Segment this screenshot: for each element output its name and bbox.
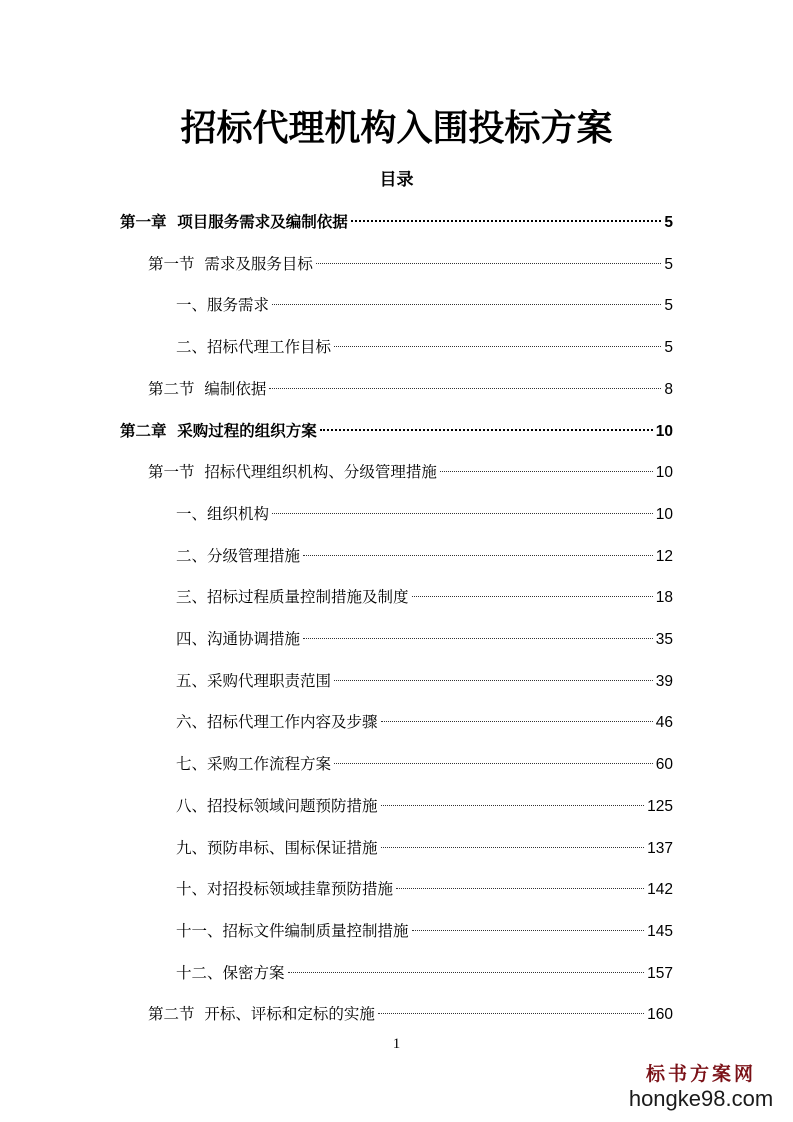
toc-entry-page: 39 (655, 672, 673, 690)
toc-entry[interactable] (176, 584, 673, 610)
toc-entry[interactable] (120, 418, 673, 444)
toc-entry[interactable] (176, 668, 673, 694)
watermark-name: 标书方案网 (645, 1063, 756, 1085)
toc-entry-title: 第二节 开标、评标和定标的实施 (148, 1005, 375, 1024)
toc-entry-page: 8 (664, 380, 673, 398)
toc-entry[interactable] (148, 1001, 673, 1027)
toc-entry-title: 二、分级管理措施 (176, 546, 301, 565)
toc-entry-title: 六、招标代理工作内容及步骤 (176, 713, 378, 732)
toc-dot-leader (320, 429, 653, 431)
toc-dot-leader (412, 930, 645, 931)
toc-entry-title: 七、采购工作流程方案 (176, 755, 332, 774)
watermark-url: hongke98.com (628, 1086, 774, 1111)
toc-entry-page: 125 (647, 797, 673, 815)
toc-entry[interactable] (148, 251, 673, 277)
toc-entry[interactable] (176, 292, 673, 318)
toc-dot-leader (440, 471, 653, 472)
toc-entry-page: 5 (664, 297, 673, 315)
toc-dot-leader (288, 972, 645, 973)
toc-entry-page: 145 (647, 922, 673, 940)
toc-entry-title: 十二、保密方案 (176, 963, 285, 982)
toc-entry-title: 第二章 采购过程的组织方案 (120, 421, 317, 440)
toc-entry[interactable] (176, 960, 673, 986)
toc-entry-title: 八、招投标领域问题预防措施 (176, 796, 378, 815)
toc-entry[interactable] (148, 376, 673, 402)
toc-entry-page: 46 (655, 714, 673, 732)
toc-dot-leader (396, 888, 644, 889)
toc-dot-leader (334, 763, 653, 764)
toc-entry-page: 137 (647, 839, 673, 857)
toc-dot-leader (412, 596, 653, 597)
toc-dot-leader (303, 638, 653, 639)
toc-entry-title: 九、预防串标、围标保证措施 (176, 838, 378, 857)
toc-entry-page: 5 (664, 339, 673, 357)
toc-entry-title: 第一章 项目服务需求及编制依据 (120, 213, 348, 231)
toc-dot-leader (272, 304, 661, 305)
toc-dot-leader (303, 555, 653, 556)
toc-entry[interactable] (176, 793, 673, 819)
toc-entry[interactable] (176, 751, 673, 777)
toc-entry-page: 35 (655, 631, 673, 648)
toc-dot-leader (351, 220, 662, 222)
toc-entry[interactable] (176, 876, 673, 902)
toc-dot-leader (269, 388, 661, 389)
toc-entry-title: 第二节 编制依据 (148, 379, 267, 398)
toc-dot-leader (381, 721, 653, 722)
toc-entry[interactable] (120, 209, 673, 235)
toc-entry[interactable] (176, 334, 673, 360)
toc-dot-leader (316, 263, 662, 264)
toc-entry[interactable] (176, 918, 673, 944)
toc-entry-page: 60 (655, 756, 673, 774)
toc-entry-title: 一、服务需求 (176, 296, 270, 315)
toc-dot-leader (381, 805, 645, 806)
toc-entry-title: 四、沟通协调措施 (176, 630, 301, 648)
toc-entry[interactable] (176, 835, 673, 861)
toc-entry-title: 一、组织机构 (176, 504, 270, 523)
toc-entry-page: 160 (647, 1006, 673, 1024)
watermark-logo (621, 1062, 781, 1112)
toc-entry-page: 5 (664, 255, 673, 273)
toc-entry-page: 12 (655, 547, 673, 565)
toc-entry-page: 157 (647, 964, 673, 982)
toc-entry-title: 十一、招标文件编制质量控制措施 (176, 921, 409, 940)
document-title: 招标代理机构入围投标方案 (180, 107, 613, 149)
toc-entry[interactable] (148, 459, 673, 485)
toc-entry[interactable] (176, 626, 673, 652)
toc-entry-title: 三、招标过程质量控制措施及制度 (176, 588, 409, 607)
toc-entry-page: 5 (664, 214, 673, 231)
toc-entry-title: 五、采购代理职责范围 (176, 671, 332, 690)
toc-entry-title: 二、招标代理工作目标 (176, 338, 332, 357)
toc-dot-leader (378, 1013, 644, 1014)
toc-dot-leader (334, 346, 661, 347)
toc-entry[interactable] (176, 709, 673, 735)
toc-entry-page: 10 (655, 464, 673, 482)
toc-entry-title: 第一节 需求及服务目标 (148, 254, 313, 273)
toc-entry[interactable] (176, 543, 673, 569)
page-number: 1 (392, 1036, 401, 1052)
toc-dot-leader (334, 680, 653, 681)
toc-entry-page: 142 (647, 881, 673, 899)
toc-entry-title: 第一节 招标代理组织机构、分级管理措施 (148, 463, 437, 482)
toc-entry-page: 10 (655, 505, 673, 523)
toc-dot-leader (381, 847, 645, 848)
toc-dot-leader (272, 513, 653, 514)
toc-heading: 目录 (379, 170, 414, 190)
toc-entry-page: 10 (655, 422, 673, 440)
toc-entry-title: 十、对招投标领域挂靠预防措施 (176, 880, 394, 899)
toc-entry[interactable] (176, 501, 673, 527)
toc-entry-page: 18 (655, 589, 673, 607)
